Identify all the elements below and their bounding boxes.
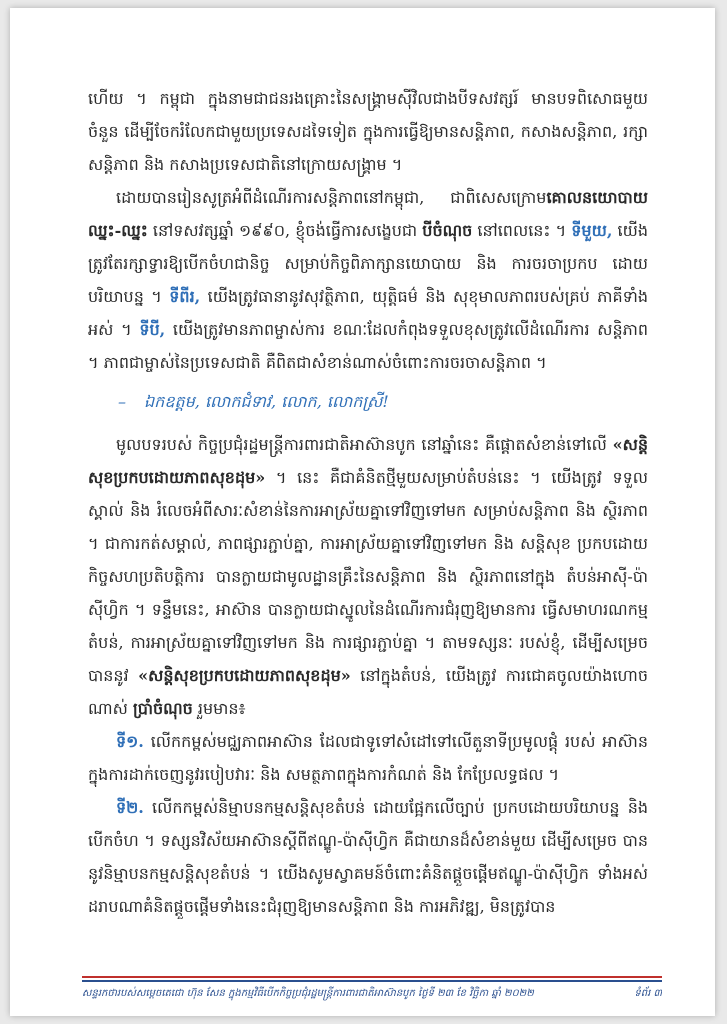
- salutation-dash: –: [118, 392, 126, 411]
- paragraph-2-text-i: យើងត្រូវធានានូវសុវត្ថិភាព, យុត្តិធម៌ និង សុខុមាលភាពរបស់គ្រប់ ភាគីទាំងអស់ ។: [88, 287, 649, 339]
- paragraph-1: [88, 82, 648, 181]
- paragraph-2-text-c: នៅទសវត្សឆ្នាំ ១៩៩០, ខ្ញុំចង់ធ្វើការសង្ខេបជា: [147, 221, 423, 240]
- list-item-2-number: ទី២.: [116, 798, 144, 817]
- list-item-2-text: លើកកម្ពស់និម្មាបនកម្មសន្តិសុខតំបន់ ដោយផ្អែកលើច្បាប់ ប្រកបដោយបរិយាបន្ន និង បើកចំហ ។ ទស្សនវិស័យអាស៊ានស្តីពីឥណ្ឌូ-ប៉ាស៊ីហ្វិក គឺជាយានដ៏សំខាន់មួយ ដើម្បីសម្រេច បាននូវនិម្មាបនកម្មសន្តិសុខតំបន់ ។ យើងសូមស្វាគមន៍ចំពោះគំនិតផ្តួចផ្តើមឥណ្ឌូ-ប៉ាស៊ីហ្វិក ទាំងអស់ ដរាបណាគំនិតផ្តួចផ្តើមទាំងនេះជំរុញឱ្យមានសន្តិភាព និង ការអភិវឌ្ឍ, មិនត្រូវបាន: [88, 798, 648, 916]
- three-points-term: បីចំណុច: [422, 221, 473, 240]
- footer-divider-red: [82, 976, 662, 978]
- paragraph-3-text-c: ។ នេះ គឺជាគំនិតថ្មីមួយសម្រាប់តំបន់នេះ ។ យើងត្រូវ ទទួលស្គាល់ និង រំលេចអំពីសារៈសំខាន់នៃការអាស្រ័យគ្នាទៅវិញទៅមក សម្រាប់សន្តិភាព និង ស្ថិរភាព ។ ជាការកត់សម្គាល់, ភាពផ្សារភ្ជាប់គ្នា, ការអាស្រ័យគ្នាទៅវិញទៅមក និង សន្តិសុខ ប្រកបដោយកិច្ចសហប្រតិបត្តិការ បានក្លាយជាមូលដ្ឋានគ្រឹះនៃសន្តិភាព និង ស្ថិរភាពនៅក្នុង តំបន់អាស៊ី-ប៉ាស៊ីហ្វិក ។ ទន្ទឹមនេះ, អាស៊ាន បានក្លាយជាស្នូលនៃដំណើរការជំរុញឱ្យមានការ ធ្វើសមាហរណកម្មតំបន់, ការអាស្រ័យគ្នាទៅវិញទៅមក និង ការផ្សារភ្ជាប់គ្នា ។ តាមទស្សនៈ របស់ខ្ញុំ, ដើម្បីសម្រេចបាននូវ: [88, 468, 648, 685]
- win-win-policy-term: គោលនយោបាយឈ្នះ-ឈ្នះ: [88, 188, 648, 240]
- paragraph-3-text-e: នៅក្នុងតំបន់, យើងត្រូវ ការជោគចូលយ៉ាងហោចណាស់: [88, 666, 648, 718]
- list-item-1-text: លើកកម្ពស់មជ្ឈភាពអាស៊ាន ដែលជាទូទៅសំដៅទៅលើតួនាទីប្រមូលផ្តុំ របស់ អាស៊ាន ក្នុងការដាក់ចេញនូវរបៀបវារៈ និង សមត្ថភាពក្នុងការកំណត់ និង កែប្រែលទ្ធផល ។: [88, 732, 648, 784]
- speech-body: [88, 82, 648, 923]
- list-item-2: [88, 791, 648, 923]
- paragraph-2-text-k: យើងត្រូវមានភាពម្ចាស់ការ ខណៈដែលកំពុងទទួលខុសត្រូវលើដំណើរការ សន្តិភាព ។ ភាពជាម្ចាស់នៃប្រទេសជាតិ គឺពិតជាសំខាន់ណាស់ចំពោះការចរចាសន្តិភាព ។: [88, 320, 649, 372]
- harmonious-security-term-2: «សន្តិសុខប្រកបដោយភាពសុខដុម»: [138, 666, 351, 685]
- paragraph-3: [88, 428, 648, 725]
- paragraph-1-text: ហើយ ។ កម្ពុជា ក្នុងនាមជាជនរងគ្រោះនៃសង្គ្រាមស៊ីវិលជាងបីទសវត្សរ៍ មានបទពិសោធមួយ ចំនួន ដើម្បីចែករំលែកជាមួយប្រទេសដទៃទៀត ក្នុងការធ្វើឱ្យមានសន្តិភាព, កសាងសន្តិភាព, រក្សាសន្តិភាព និង កសាងប្រទេសជាតិនៅក្រោយសង្គ្រាម ។: [88, 89, 648, 174]
- paragraph-2-text-e: នៅពេលនេះ ។: [472, 221, 572, 240]
- paragraph-2-text-a: ដោយបានរៀនសូត្រអំពីដំណើរការសន្តិភាពនៅកម្ពុជា, ជាពិសេសក្រោម: [116, 188, 547, 207]
- paragraph-2: [88, 181, 648, 379]
- list-item-1-number: ទី១.: [116, 732, 144, 751]
- salutation-text: ឯកឧត្តម, លោកជំទាវ, លោក, លោកស្រី!: [144, 392, 389, 411]
- paragraph-2-text-g: យើងត្រូវតែរក្សាទ្វារឱ្យបើកចំហជានិច្ច សម្រាប់កិច្ចពិភាក្សានយោបាយ និង ការចរចាប្រកប ដោយបរិយាបន្ន ។: [88, 221, 648, 306]
- salutation: [118, 385, 648, 418]
- list-item-1: [88, 725, 648, 791]
- page-number: ទំព័រ ៣: [634, 988, 662, 999]
- point-third-label: ទីបី,: [139, 320, 166, 339]
- footer-divider-blue: [82, 980, 662, 982]
- paragraph-3-text-a: មូលបទរបស់ កិច្ចប្រជុំរដ្ឋមន្ត្រីការពារជាតិអាស៊ានបូក នៅឆ្នាំនេះ គឺផ្តោតសំខាន់ទៅលើ: [116, 435, 613, 454]
- point-second-label: ទីពីរ,: [169, 287, 201, 306]
- paragraph-3-text-g: រួមមាន៖: [192, 699, 246, 718]
- point-first-label: ទីមួយ,: [571, 221, 613, 240]
- footer-text: សន្ទរកថារបស់សម្តេចតេជោ ហ៊ុន សែន ក្នុងកម្មវិធីបើកកិច្ចប្រជុំរដ្ឋមន្ត្រីការពារជាតិអាស៊ានបូក ថ្ងៃទី ២៣ ខែ វិច្ឆិកា ឆ្នាំ ២០២២: [82, 988, 534, 999]
- page-footer: [82, 986, 662, 1001]
- document-page: [10, 8, 715, 1016]
- harmonious-security-term: «សន្តិសុខប្រកបដោយភាពសុខដុម»: [88, 435, 648, 487]
- five-points-term: ប្រាំចំណុច: [132, 699, 193, 718]
